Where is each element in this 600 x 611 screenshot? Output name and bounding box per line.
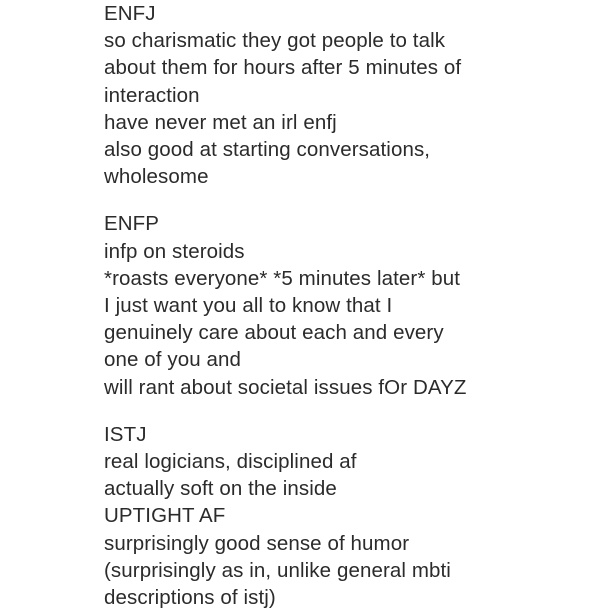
text-line: about them for hours after 5 minutes of: [104, 56, 462, 80]
text-line: also good at starting conversations,: [104, 138, 431, 162]
section-enfj: [104, 0, 594, 190]
text-line: surprisingly good sense of humor: [104, 531, 410, 555]
text-line: (surprisingly as in, unlike general mbti: [104, 558, 451, 582]
text-line: actually soft on the inside: [104, 477, 337, 501]
text-line: one of you and: [104, 348, 242, 372]
text-line: I just want you all to know that I: [104, 294, 393, 318]
text-line: infp on steroids: [104, 239, 245, 263]
section-heading: ENFJ: [104, 2, 156, 25]
section-heading: ENFP: [104, 212, 160, 236]
text-line: UPTIGHT AF: [104, 504, 226, 528]
text-line: interaction: [104, 83, 200, 107]
section-istj: [104, 421, 594, 611]
text-line: *roasts everyone* *5 minutes later* but: [104, 266, 461, 290]
text-line: wholesome: [104, 165, 209, 189]
text-line: will rant about societal issues fOr DAYZ: [104, 375, 467, 399]
text-line: real logicians, disciplined af: [104, 450, 357, 474]
note-text: [104, 0, 594, 611]
section-enfp: [104, 210, 594, 400]
section-heading: ISTJ: [104, 422, 147, 446]
text-line: descriptions of istj): [104, 586, 276, 610]
text-line: genuinely care about each and every: [104, 321, 444, 345]
text-line: have never met an irl enfj: [104, 110, 337, 134]
text-line: so charismatic they got people to talk: [104, 29, 446, 53]
